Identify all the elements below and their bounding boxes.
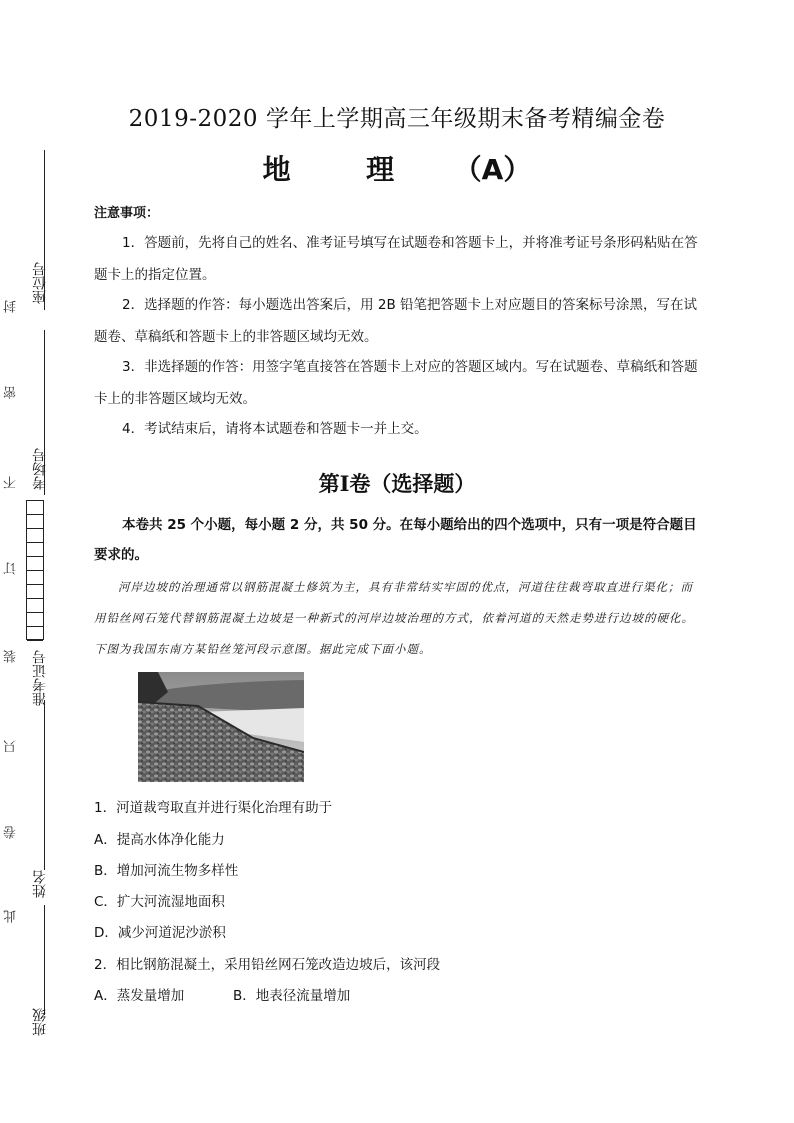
question-1-option-c: C．扩大河流湿地面积 (94, 894, 225, 910)
question-1-stem: 1．河道裁弯取直并进行渠化治理有助于 (94, 800, 333, 816)
question-1-option-d: D．减少河道泥沙淤积 (94, 925, 226, 941)
seal-char: 订 (4, 562, 19, 575)
class-label: 班级 (32, 1008, 48, 1036)
seat-number-label: 座位号 (32, 262, 48, 304)
seal-char: 此 (4, 910, 19, 923)
seal-char: 密 (4, 386, 19, 399)
question-1-option-a: A．提高水体净化能力 (94, 832, 225, 848)
binding-line-4 (44, 905, 45, 1015)
question-2-option-b: B．地表径流量增加 (233, 988, 351, 1004)
exam-title: 2019-2020 学年上学期高三年级期末备考精编金卷 (128, 106, 666, 132)
admission-number-boxes (26, 500, 44, 640)
notice-heading: 注意事项： (94, 206, 160, 221)
subject-variant: （A） (453, 153, 532, 186)
subject-char: 理 (366, 153, 395, 186)
question-2-stem: 2．相比钢筋混凝土，采用铅丝网石笼改造边坡后，该河段 (94, 957, 441, 973)
notice-item: 3．非选择题的作答：用签字笔直接答在答题卡上对应的答题区域内。写在试题卷、草稿纸和答题卡上的非答题区域均无效。 (94, 359, 698, 407)
notice-item: 4．考试结束后，请将本试题卷和答题卡一并上交。 (122, 421, 428, 437)
reading-passage: 河岸边坡的治理通常以钢筋混凝土修筑为主，具有非常结实牢固的优点，河道往往裁弯取直进行渠化；而用铅丝网石笼代替钢筋混凝土边坡是一种新式的河岸边坡治理的方式，依着河道的天然走势进行边坡的硬化。下图为我国东南方某铅丝笼河段示意图。据此完成下面小题。 (94, 580, 694, 656)
subject-title (0, 148, 794, 188)
question-1-option-b: B．增加河流生物多样性 (94, 863, 239, 879)
seal-char: 封 (4, 300, 19, 313)
notice-item: 2．选择题的作答：每小题选出答案后，用 2B 铅笔把答题卡上对应题目的答案标号涂黑，写在试题卷、草稿纸和答题卡上的非答题区域均无效。 (94, 297, 698, 345)
seal-char: 只 (4, 740, 19, 753)
notice-item: 1．答题前，先将自己的姓名、准考证号填写在试题卷和答题卡上，并将准考证号条形码粘贴在答题卡上的指定位置。 (94, 235, 698, 283)
binding-line-3 (44, 700, 45, 870)
subject-char: 地 (262, 153, 291, 186)
seal-char: 卷 (4, 826, 19, 839)
seal-char: 不 (4, 476, 19, 489)
name-label: 姓名 (32, 870, 48, 898)
section-intro: 本卷共 25 个小题，每小题 2 分，共 50 分。在每小题给出的四个选项中，只有一项是符合题目要求的。 (94, 517, 697, 563)
admission-number-label: 准考证号 (32, 650, 48, 706)
question-2-option-a: A．蒸发量增加 (94, 988, 185, 1004)
gabion-river-photo (138, 672, 304, 782)
exam-room-label: 考场号 (32, 448, 48, 490)
seal-char: 装 (4, 650, 19, 663)
section-title: 第Ⅰ卷（选择题） (318, 471, 476, 496)
